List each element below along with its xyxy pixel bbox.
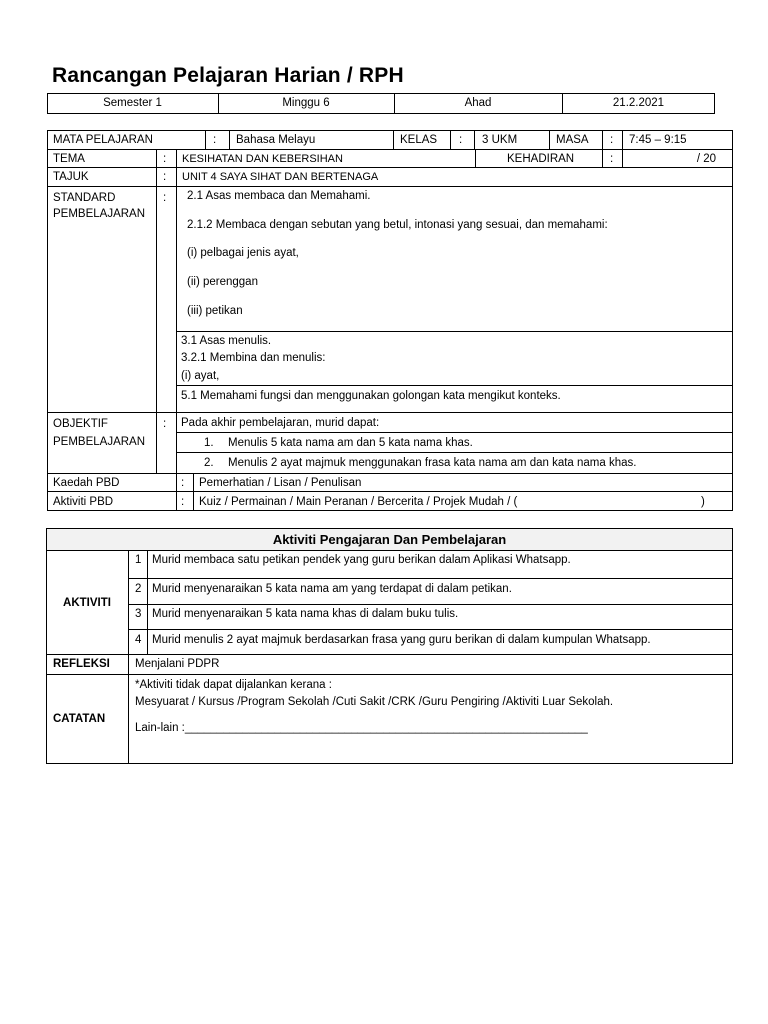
activity-item: Murid menyenaraikan 5 kata nama khas di dalam buku tulis.: [152, 608, 459, 620]
colon: :: [163, 418, 167, 430]
kelas-value: 3 UKM: [482, 134, 518, 146]
catatan-line: Mesyuarat / Kursus /Program Sekolah /Cuti Sakit /CRK /Guru Pengiring /Aktiviti Luar Sekolah.: [135, 696, 614, 708]
tema-value: KESIHATAN DAN KEBERSIHAN: [182, 153, 343, 165]
colon: :: [163, 192, 167, 204]
standard-line: 3.2.1 Membina dan menulis:: [181, 352, 326, 364]
activity-heading: Aktiviti Pengajaran Dan Pembelajaran: [272, 532, 507, 547]
colon: :: [213, 134, 217, 146]
tarikh-cell: 21.2.2021: [612, 97, 665, 109]
standard-line: (i) pelbagai jenis ayat,: [187, 247, 299, 259]
kelas-label: KELAS: [400, 134, 438, 146]
objektif-label: OBJEKTIF: [53, 418, 108, 430]
standard-label: PEMBELAJARAN: [53, 208, 146, 220]
kehadiran-label: KEHADIRAN: [507, 153, 575, 165]
page-title: Rancangan Pelajaran Harian / RPH: [52, 64, 404, 87]
standard-line: 2.1 Asas membaca dan Memahami.: [187, 190, 371, 202]
mata-pelajaran-label: MATA PELAJARAN: [53, 134, 153, 146]
colon: :: [181, 477, 185, 489]
catatan-line: Lain-lain :_______________________________________________________________: [135, 722, 588, 734]
kehadiran-value: / 20: [696, 153, 716, 165]
standard-line: 5.1 Memahami fungsi dan menggunakan golongan kata mengikut konteks.: [181, 390, 561, 402]
refleksi-value: Menjalani PDPR: [135, 658, 220, 670]
standard-label: STANDARD: [53, 192, 116, 204]
aktiviti-pbd-label: Aktiviti PBD: [53, 496, 114, 508]
aktiviti-pbd-close: ): [701, 496, 705, 508]
catatan-line: *Aktiviti tidak dapat dijalankan kerana :: [135, 679, 332, 691]
semester-cell: Semester 1: [103, 97, 162, 109]
activity-item: Murid menulis 2 ayat majmuk berdasarkan frasa yang guru berikan di dalam kumpulan Whatsapp.: [152, 634, 651, 646]
kaedah-value: Pemerhatian / Lisan / Penulisan: [199, 477, 362, 489]
colon: :: [610, 134, 614, 146]
standard-line: (i) ayat,: [181, 370, 220, 382]
minggu-cell: Minggu 6: [282, 97, 330, 109]
aktiviti-pbd-value: Kuiz / Permainan / Main Peranan / Bercerita / Projek Mudah / (: [199, 496, 518, 508]
kaedah-label: Kaedah PBD: [53, 477, 120, 489]
activity-item: Murid membaca satu petikan pendek yang guru berikan dalam Aplikasi Whatsapp.: [152, 554, 571, 566]
hari-cell: Ahad: [464, 97, 492, 109]
activity-num: 4: [135, 634, 142, 646]
tajuk-label: TAJUK: [53, 171, 89, 183]
colon: :: [181, 496, 185, 508]
aktiviti-label: AKTIVITI: [63, 597, 111, 609]
standard-line: (ii) perenggan: [187, 276, 258, 288]
colon: :: [459, 134, 463, 146]
colon: :: [163, 153, 167, 165]
refleksi-label: REFLEKSI: [53, 658, 110, 670]
tema-label: TEMA: [53, 153, 85, 165]
activity-num: 2: [135, 583, 142, 595]
activity-item: Murid menyenaraikan 5 kata nama am yang terdapat di dalam petikan.: [152, 583, 512, 595]
activity-num: 3: [135, 608, 142, 620]
objektif-item: Menulis 2 ayat majmuk menggunakan frasa kata nama am dan kata nama khas.: [228, 457, 637, 469]
activity-num: 1: [135, 554, 142, 566]
colon: :: [610, 153, 614, 165]
masa-value: 7:45 – 9:15: [629, 134, 687, 146]
objektif-item: Menulis 5 kata nama am dan 5 kata nama khas.: [228, 437, 473, 449]
objektif-num: 2.: [204, 457, 214, 469]
catatan-label: CATATAN: [53, 713, 106, 725]
objektif-intro: Pada akhir pembelajaran, murid dapat:: [181, 417, 380, 429]
standard-line: 2.1.2 Membaca dengan sebutan yang betul, intonasi yang sesuai, dan memahami:: [187, 219, 608, 231]
objektif-label: PEMBELAJARAN: [53, 436, 146, 448]
colon: :: [163, 171, 167, 183]
masa-label: MASA: [556, 134, 589, 146]
standard-line: (iii) petikan: [187, 305, 243, 317]
standard-line: 3.1 Asas menulis.: [181, 335, 272, 347]
objektif-num: 1.: [204, 437, 214, 449]
mata-pelajaran-value: Bahasa Melayu: [236, 134, 316, 146]
tajuk-value: UNIT 4 SAYA SIHAT DAN BERTENAGA: [182, 171, 379, 183]
